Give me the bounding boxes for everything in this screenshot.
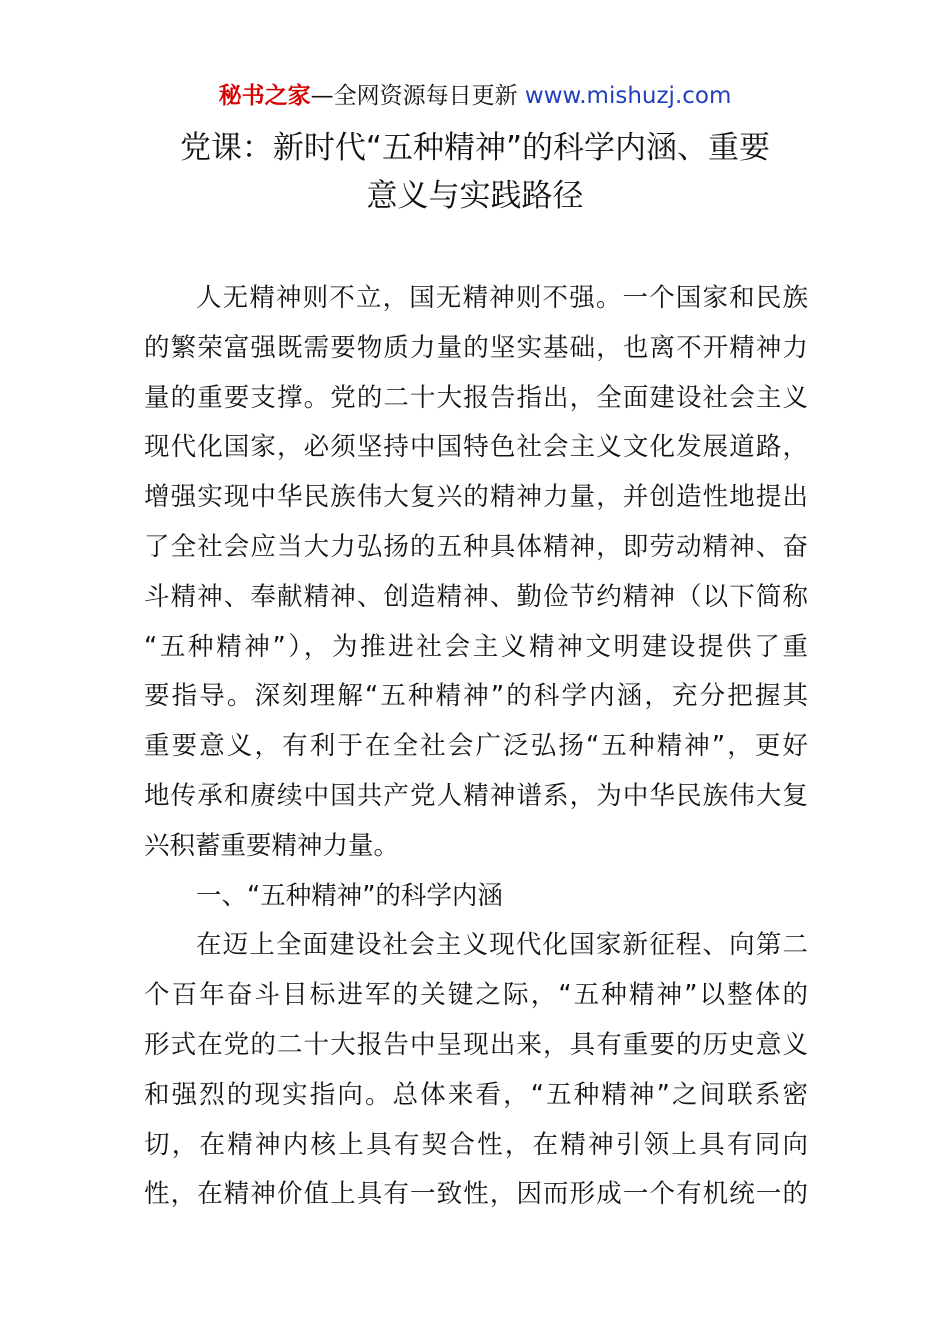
- paragraph-intro: [144, 274, 808, 872]
- text-line: 地传承和赓续中国共产党人精神谱系，为中华民族伟大复: [144, 780, 808, 811]
- site-brand: 秘书之家: [218, 83, 311, 109]
- document-body: [144, 274, 808, 1220]
- site-tagline: —全网资源每日更新: [310, 83, 518, 109]
- text-line: 量的重要支撑。党的二十大报告指出，全面建设社会主义: [144, 382, 808, 413]
- site-header: [0, 80, 950, 112]
- text-line: “五种精神”），为推进社会主义精神文明建设提供了重: [144, 631, 808, 662]
- text-line: 斗精神、奉献精神、创造精神、勤俭节约精神（以下简称: [144, 581, 808, 612]
- text-line: 形式在党的二十大报告中呈现出来，具有重要的历史意义: [144, 1029, 808, 1060]
- text-line: 要指导。深刻理解“五种精神”的科学内涵，充分把握其: [144, 681, 808, 712]
- text-line: 了全社会应当大力弘扬的五种具体精神，即劳动精神、奋: [144, 531, 808, 562]
- text-line: 切，在精神内核上具有契合性，在精神引领上具有同向: [144, 1129, 808, 1160]
- paragraph-section-1: [144, 921, 808, 1220]
- text-line: 的繁荣富强既需要物质力量的坚实基础，也离不开精神力: [144, 332, 808, 363]
- text-line: 在迈上全面建设社会主义现代化国家新征程、向第二: [196, 930, 808, 961]
- text-line: 个百年奋斗目标进军的关键之际，“五种精神”以整体的: [144, 980, 808, 1011]
- text-line: 性，在精神价值上具有一致性，因而形成一个有机统一的: [144, 1179, 808, 1210]
- text-line: 重要意义，有利于在全社会广泛弘扬“五种精神”，更好: [144, 731, 808, 762]
- text-line: 增强实现中华民族伟大复兴的精神力量，并创造性地提出: [144, 482, 808, 513]
- text-line: 人无精神则不立，国无精神则不强。一个国家和民族: [196, 283, 808, 313]
- text-line: 和强烈的现实指向。总体来看，“五种精神”之间联系密: [144, 1079, 808, 1110]
- document-title: [100, 124, 850, 220]
- section-heading: 一、“五种精神”的科学内涵: [196, 880, 503, 911]
- title-line-1: 党课：新时代“五种精神”的科学内涵、重要: [179, 130, 771, 166]
- title-line-2: 意义与实践路径: [366, 178, 584, 214]
- text-line: 现代化国家，必须坚持中国特色社会主义文化发展道路，: [144, 432, 808, 463]
- text-line: 兴积蓄重要精神力量。: [144, 830, 400, 861]
- site-url-link[interactable]: www.mishuzj.com: [524, 83, 732, 109]
